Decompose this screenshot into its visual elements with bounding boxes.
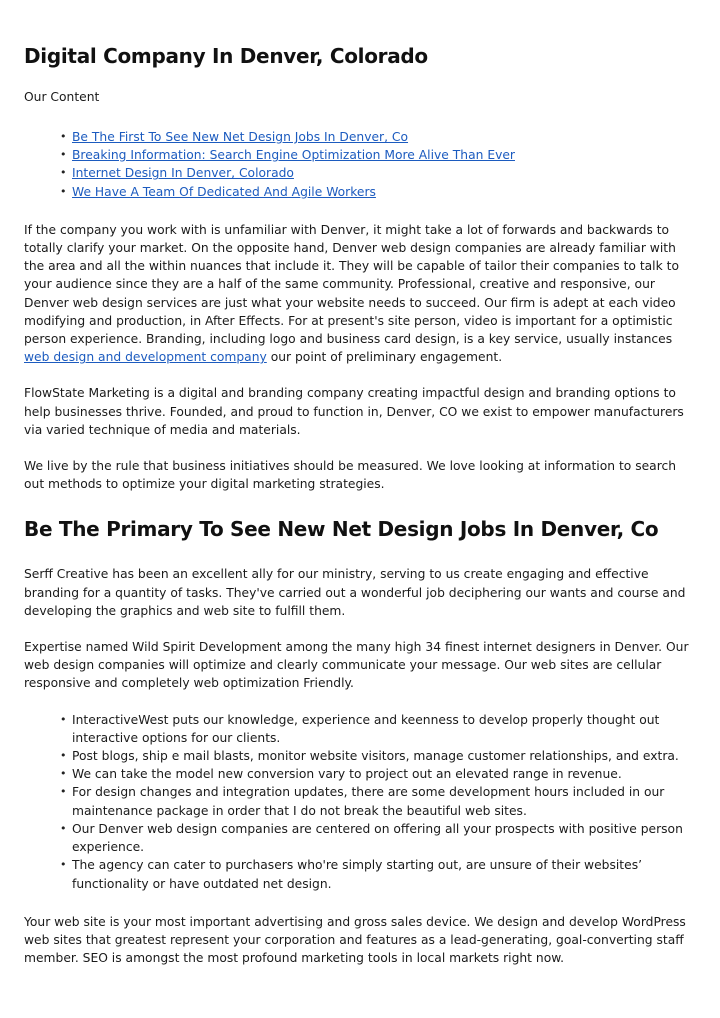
- list-item: • Our Denver web design companies are centered on offering all your prospects with positive person experience.: [72, 820, 696, 856]
- toc-item: [72, 146, 696, 164]
- paragraph-flowstate: FlowState Marketing is a digital and branding company creating impactful design and branding options to help businesses thrive. Founded, and proud to function in, Denver, CO we exist to empower manufacturers via varied technique of media and materials.: [24, 386, 684, 437]
- section-heading: Be The Primary To See New Net Design Jobs In Denver, Co: [24, 517, 659, 542]
- list-item: • Post blogs, ship e mail blasts, monitor website visitors, manage customer relationships, and extra.: [72, 747, 696, 765]
- paragraph-measured: We live by the rule that business initiatives should be measured. We love looking at information to search out methods to optimize your digital marketing strategies.: [24, 459, 677, 492]
- paragraph-serff: Serff Creative has been an excellent ally for our ministry, serving to us create engaging and effective branding for a quantity of tasks. They've carried out a wonderful job deciphering our wants and course and developing the graphics and web site to fulfill them.: [24, 567, 686, 618]
- toc-link-3[interactable]: Internet Design In Denver, Colorado: [72, 166, 294, 181]
- table-of-contents: [24, 128, 696, 201]
- feature-list: [24, 711, 696, 893]
- toc-link-1[interactable]: Be The First To See New Net Design Jobs In Denver, Co: [72, 130, 409, 144]
- paragraph-intro: [24, 221, 696, 367]
- toc-link-2[interactable]: Breaking Information: Search Engine Optimization More Alive Than Ever: [72, 148, 515, 163]
- toc-link-4[interactable]: We Have A Team Of Dedicated And Agile Workers: [72, 184, 376, 199]
- list-item: • We can take the model new conversion vary to project out an elevated range in revenue.: [72, 765, 696, 783]
- page-title: Digital Company In Denver, Colorado: [24, 44, 428, 68]
- paragraph-website: Your web site is your most important advertising and gross sales device. We design and develop WordPress web sites that greatest represent your corporation and features as a lead-generating, goal-converting staff member. SEO is amongst the most profound marketing tools in local markets right now.: [24, 914, 686, 966]
- toc-item: [72, 128, 696, 146]
- paragraph-expertise: Expertise named Wild Spirit Development among the many high 34 finest internet designers in Denver. Our web design companies will optimize and clearly communicate your message. Our web sites are cellular responsive and completely web optimization Friendly.: [24, 640, 689, 691]
- web-design-link[interactable]: web design and development company: [24, 350, 267, 365]
- list-item: • The agency can cater to purchasers who're simply starting out, are unsure of their websites’ functionality or have outdated net design.: [72, 856, 696, 892]
- toc-title: Our Content: [24, 90, 100, 104]
- paragraph-text: our point of preliminary engagement.: [266, 350, 503, 365]
- paragraph-text: If the company you work with is unfamiliar with Denver, it might take a lot of forwards and backwards to totally clarify your market. On the opposite hand, Denver web design companies are already familiar with the area and all the within nuances that include it. They will be capable of tailor their companies to talk to your audience since they are a half of the same community. Professional, creative and responsive, our Denver web design services are just what your website needs to succeed. Our firm is adept at each video modifying and production, in After Effects. For at present's site person, video is important for a optimistic person experience. Branding, including logo and business card design, is a key service, usually instances: [24, 222, 679, 347]
- toc-item: [72, 164, 696, 182]
- toc-item: [72, 183, 696, 201]
- list-item: • For design changes and integration updates, there are some development hours included in our maintenance package in order that I do not break the beautiful web sites.: [72, 783, 696, 819]
- list-item: • InteractiveWest puts our knowledge, experience and keenness to develop properly thought out interactive options for our clients.: [72, 711, 696, 747]
